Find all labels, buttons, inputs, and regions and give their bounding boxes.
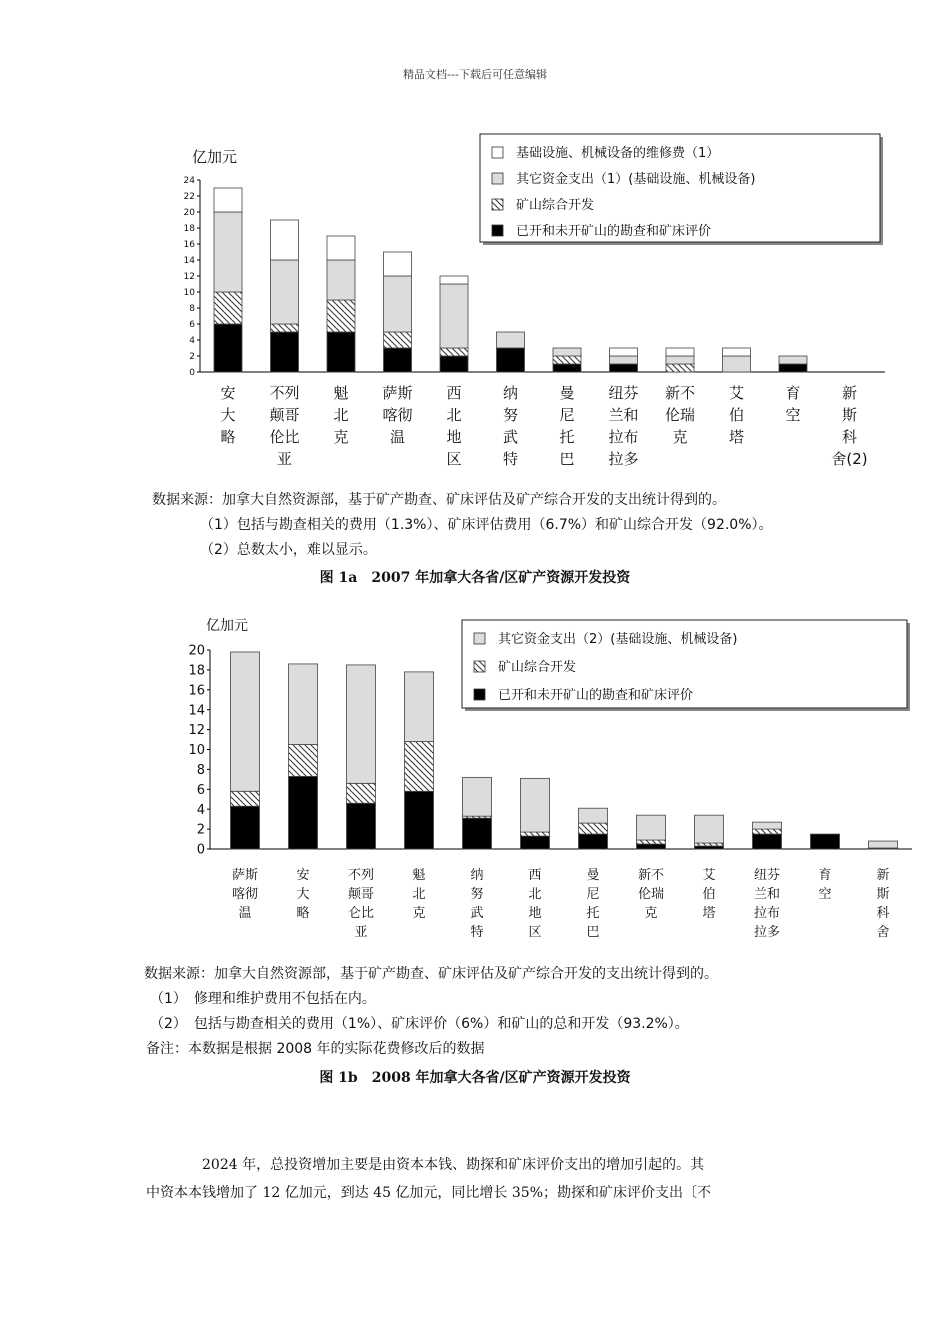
x-tick-label: 不列: [269, 384, 300, 402]
x-tick-label: 拉布: [753, 906, 781, 921]
note-1: （1）包括与勘查相关的费用（1.3%）、矿床评估费用（6.7%）和矿山综合开发（92.0%）。: [200, 517, 773, 533]
x-tick-label: 亚: [276, 450, 293, 468]
bar-segment: [723, 348, 751, 356]
x-tick-label: 艾: [728, 384, 745, 402]
x-tick-label: 拉布: [608, 428, 639, 446]
x-tick-label: 新不: [637, 868, 665, 883]
bar-segment: [384, 348, 412, 372]
y-tick-label: 10: [188, 743, 205, 759]
bar-segment: [637, 840, 666, 844]
legend-label: 矿山综合开发: [516, 198, 595, 213]
figure-notes-2007: [152, 488, 773, 563]
x-tick-label: 伦瑞: [664, 406, 696, 424]
body-line: 2024 年，总投资增加主要是由资本本钱、勘探和矿床评价支出的增加引起的。其: [202, 1157, 705, 1173]
bar-segment: [610, 364, 638, 372]
page-header: 精品文档---下载后可任意编辑: [403, 68, 547, 81]
bar-segment: [440, 356, 468, 372]
x-tick-label: 空: [785, 406, 801, 424]
x-tick-label: 尼: [559, 406, 575, 424]
x-tick-label: 不列: [347, 868, 375, 883]
x-tick-label: 区: [528, 925, 542, 940]
legend-label: 已开和未开矿山的勘查和矿床评价: [516, 224, 712, 239]
bar-segment: [553, 356, 581, 364]
bar-segment: [779, 356, 807, 364]
bar-segment: [497, 332, 525, 348]
bar-segment: [666, 356, 694, 364]
x-tick-label: 颠哥: [347, 887, 375, 902]
x-tick-label: 北: [333, 406, 349, 424]
y-tick-label: 4: [196, 802, 205, 818]
y-tick-label: 18: [188, 663, 205, 679]
bar-segment: [463, 777, 492, 816]
bar-segment: [869, 841, 898, 848]
x-tick-label: 科: [841, 428, 858, 446]
x-tick-label: 纽芬: [753, 868, 781, 883]
x-tick-label: 地: [446, 428, 462, 446]
note-1: （1） 修理和维护费用不包括在内。: [150, 991, 376, 1007]
y-tick-label: 14: [183, 256, 195, 267]
y-tick-label: 6: [196, 782, 205, 798]
bar-segment: [271, 260, 299, 324]
y-tick-label: 12: [183, 272, 195, 283]
x-tick-label: 安: [296, 868, 310, 883]
bar-segment: [497, 348, 525, 372]
y-tick-label: 16: [183, 240, 195, 251]
legend-swatch: [492, 225, 503, 236]
bar-segment: [289, 664, 318, 745]
x-tick-label: 武: [470, 906, 484, 921]
x-tick-label: 斯: [876, 887, 890, 902]
x-tick-label: 大: [296, 887, 310, 902]
x-tick-label: 兰和: [608, 406, 639, 424]
bar-segment: [327, 236, 355, 260]
bar-segment: [695, 843, 724, 846]
x-tick-label: 科: [876, 906, 890, 921]
x-tick-label: 艾: [702, 868, 716, 883]
x-tick-label: 伯: [702, 887, 716, 902]
x-tick-label: 魁: [412, 868, 426, 883]
x-tick-label: 区: [446, 450, 462, 468]
bar-segment: [289, 745, 318, 777]
x-tick-label: 巴: [586, 925, 600, 940]
bar-segment: [521, 836, 550, 849]
bar-segment: [811, 834, 840, 849]
bar-segment: [666, 348, 694, 356]
x-tick-label: 空: [818, 887, 832, 902]
bar-segment: [610, 348, 638, 356]
x-tick-label: 克: [644, 906, 658, 921]
x-tick-label: 纳: [502, 384, 519, 402]
x-tick-label: 塔: [702, 906, 716, 921]
legend-swatch: [474, 661, 485, 672]
bar-segment: [753, 829, 782, 834]
x-tick-label: 伯: [728, 406, 745, 424]
y-tick-label: 10: [183, 288, 195, 299]
y-tick-label: 20: [183, 208, 195, 219]
y-tick-label: 6: [189, 320, 195, 331]
figure-caption-2007: 图 1a 2007 年加拿大各省/区矿产资源开发投资: [319, 570, 631, 586]
bar-segment: [347, 803, 376, 849]
bar-segment: [440, 284, 468, 348]
note-source: 数据来源：加拿大自然资源部，基于矿产勘查、矿床评估及矿产综合开发的支出统计得到的。: [152, 492, 726, 508]
figure-caption-2008: 图 1b 2008 年加拿大各省/区矿产资源开发投资: [319, 1070, 631, 1086]
x-tick-label: 颠哥: [269, 406, 300, 424]
y-tick-label: 8: [196, 762, 205, 778]
y-tick-label: 0: [196, 842, 205, 858]
bar-segment: [271, 324, 299, 332]
x-tick-label: 北: [446, 406, 462, 424]
bar-segment: [440, 276, 468, 284]
x-tick-label: 克: [412, 906, 426, 921]
y-tick-label: 0: [189, 368, 195, 379]
y-tick-label: 20: [188, 643, 205, 659]
x-tick-label: 地: [528, 906, 542, 921]
bar-segment: [637, 815, 666, 840]
x-tick-label: 新: [876, 868, 890, 883]
x-tick-label: 克: [333, 428, 349, 446]
bar-segment: [579, 823, 608, 834]
x-tick-label: 西: [528, 868, 542, 883]
bar-segment: [384, 252, 412, 276]
x-tick-label: 萨斯: [382, 384, 413, 402]
bar-segment: [327, 332, 355, 372]
x-tick-label: 特: [502, 450, 519, 468]
bar-segment: [779, 364, 807, 372]
note-2: （2） 包括与勘查相关的费用（1%）、矿床评价（6%）和矿山的总和开发（93.2%）。: [150, 1016, 689, 1032]
bar-segment: [327, 300, 355, 332]
body-paragraph: [146, 1151, 806, 1207]
bar-segment: [579, 834, 608, 849]
chart-unit-label: 亿加元: [192, 148, 238, 166]
x-tick-label: 北: [528, 887, 542, 902]
bar-segment: [723, 356, 751, 372]
x-tick-label: 略: [220, 428, 236, 446]
y-tick-label: 12: [188, 723, 205, 739]
legend-label: 基础设施、机械设备的维修费（1）: [516, 146, 720, 161]
bar-segment: [214, 292, 242, 324]
bar-segment: [271, 332, 299, 372]
x-tick-label: 北: [412, 887, 426, 902]
chart-2007: [140, 126, 900, 468]
x-tick-label: 伦瑞: [637, 887, 665, 902]
bar-segment: [610, 356, 638, 364]
bar-segment: [231, 652, 260, 791]
x-tick-label: 纽芬: [608, 384, 639, 402]
bar-segment: [553, 364, 581, 372]
x-tick-label: 育: [818, 868, 832, 883]
x-tick-label: 曼: [559, 384, 575, 402]
x-tick-label: 魁: [333, 384, 349, 402]
x-tick-label: 大: [220, 406, 236, 424]
legend-label: 已开和未开矿山的勘查和矿床评价: [498, 688, 694, 703]
x-tick-label: 略: [296, 906, 310, 921]
x-tick-label: 克: [672, 428, 688, 446]
bar-segment: [521, 832, 550, 836]
note-remark: 备注：本数据是根据 2008 年的实际花费修改后的数据: [146, 1041, 485, 1057]
x-tick-label: 特: [470, 925, 484, 940]
figure-notes-2008: [144, 962, 718, 1062]
x-tick-label: 仑比: [347, 906, 375, 921]
bar-segment: [405, 791, 434, 849]
note-2: （2）总数太小，难以显示。: [200, 542, 377, 558]
legend-swatch: [474, 633, 485, 644]
x-tick-label: 温: [238, 906, 252, 921]
x-tick-label: 托: [586, 906, 600, 921]
bar-segment: [271, 220, 299, 260]
x-tick-label: 塔: [728, 428, 745, 446]
x-tick-label: 巴: [559, 450, 575, 468]
bar-segment: [384, 332, 412, 348]
bar-segment: [327, 260, 355, 300]
x-tick-label: 武: [502, 428, 519, 446]
bar-segment: [463, 818, 492, 849]
note-source: 数据来源：加拿大自然资源部，基于矿产勘查、矿床评估及矿产综合开发的支出统计得到的。: [144, 966, 718, 982]
chart-unit-label: 亿加元: [206, 618, 248, 634]
legend-swatch: [492, 173, 503, 184]
x-tick-label: 努: [502, 406, 519, 424]
x-tick-label: 舍(2): [831, 450, 868, 468]
bar-segment: [347, 665, 376, 783]
bar-segment: [440, 348, 468, 356]
y-tick-label: 2: [196, 822, 205, 838]
x-tick-label: 安: [220, 384, 236, 402]
bar-segment: [553, 348, 581, 356]
bar-segment: [214, 212, 242, 292]
legend-swatch: [474, 689, 485, 700]
bar-segment: [405, 672, 434, 742]
x-tick-label: 曼: [586, 868, 600, 883]
legend-swatch: [492, 199, 503, 210]
bar-segment: [753, 834, 782, 849]
bar-segment: [214, 324, 242, 372]
bar-segment: [347, 783, 376, 803]
x-tick-label: 温: [389, 428, 406, 446]
bar-segment: [231, 791, 260, 806]
bar-segment: [637, 844, 666, 849]
chart-legend: [462, 620, 910, 711]
bar-segment: [231, 806, 260, 849]
legend-label: 其它资金支出（2）(基础设施、机械设备): [498, 632, 738, 647]
y-tick-label: 4: [189, 336, 195, 347]
bar-segment: [405, 742, 434, 792]
bar-segment: [666, 364, 694, 372]
y-tick-label: 14: [188, 703, 205, 719]
x-tick-label: 西: [446, 384, 462, 402]
y-tick-label: 16: [188, 683, 205, 699]
y-tick-label: 18: [183, 224, 195, 235]
bar-segment: [695, 846, 724, 849]
bar-segment: [521, 778, 550, 832]
y-tick-label: 2: [189, 352, 195, 363]
x-tick-label: 萨斯: [231, 868, 259, 883]
x-tick-label: 喀彻: [231, 887, 259, 902]
x-tick-label: 托: [559, 428, 575, 446]
y-tick-label: 22: [183, 192, 195, 203]
x-tick-label: 拉多: [608, 450, 639, 468]
x-tick-label: 纳: [470, 868, 484, 883]
x-tick-label: 舍: [876, 925, 890, 940]
bar-segment: [384, 276, 412, 332]
chart-legend: [480, 134, 883, 245]
legend-label: 矿山综合开发: [498, 660, 577, 675]
x-tick-label: 拉多: [753, 925, 781, 940]
x-tick-label: 伦比: [269, 428, 300, 446]
legend-label: 其它资金支出（1）(基础设施、机械设备): [516, 172, 756, 187]
bar-segment: [753, 822, 782, 829]
x-tick-label: 努: [470, 887, 484, 902]
legend-swatch: [492, 147, 503, 158]
y-tick-label: 24: [183, 176, 195, 187]
x-tick-label: 育: [785, 384, 801, 402]
y-tick-label: 8: [189, 304, 195, 315]
body-line: 中资本本钱增加了 12 亿加元，到达 45 亿加元，同比增长 35%；勘探和矿床评价支出〔不: [146, 1185, 711, 1201]
bar-segment: [579, 808, 608, 823]
x-tick-label: 新: [841, 384, 858, 402]
bar-segment: [289, 776, 318, 849]
x-tick-label: 喀彻: [382, 406, 413, 424]
chart-2008: [160, 612, 940, 947]
x-tick-label: 兰和: [753, 887, 781, 902]
bar-segment: [695, 815, 724, 843]
x-tick-label: 斯: [841, 406, 858, 424]
bar-segment: [214, 188, 242, 212]
x-tick-label: 亚: [354, 925, 368, 940]
x-tick-label: 新不: [664, 384, 696, 402]
x-tick-label: 尼: [586, 887, 600, 902]
